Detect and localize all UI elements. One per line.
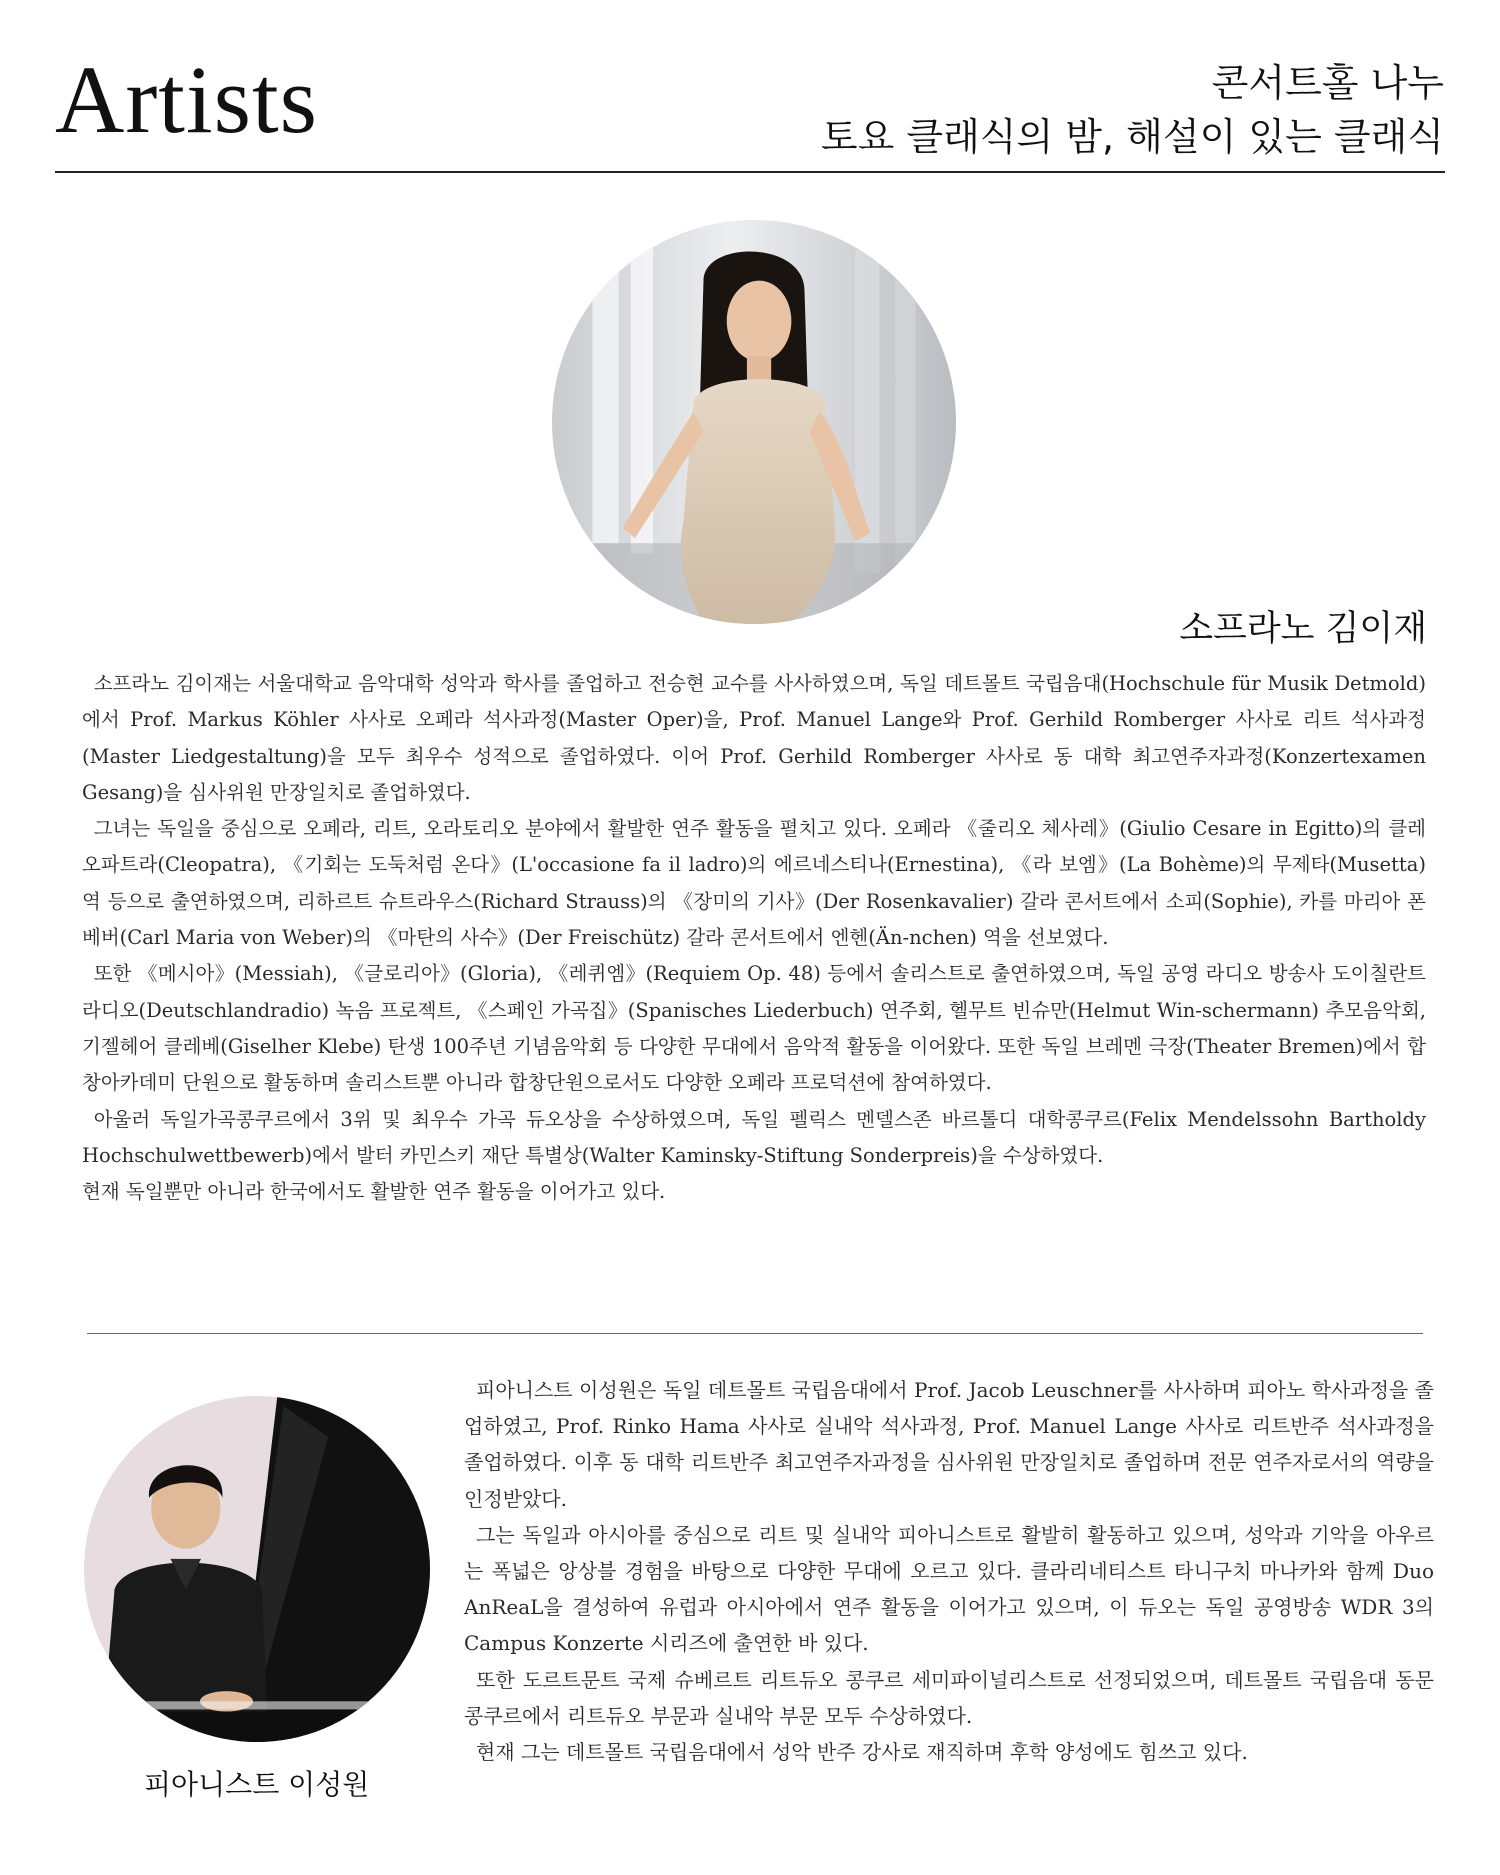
bio-paragraph: 그녀는 독일을 중심으로 오페라, 리트, 오라토리오 분야에서 활발한 연주 활동을 펼치고 있다. 오페라 《줄리오 체사레》(Giulio Cesare in Egitto)의 클레오파트라(Cleopatra), 《기회는 도둑처럼 온다》(L'occasione fa il ladro)의 에르네스티나(Ernestina), 《라 보엠》(La Bohème)의 무제타(Musetta) 역 등으로 출연하였으며, 리하르트 슈트라우스(Richard Strauss)의 《장미의 기사》(Der Rosenkavalier) 갈라 콘서트에서 소피(Sophie), 카를 마리아 폰 베버(Carl Maria von Weber)의 《마탄의 사수》(Der Freischütz) 갈라 콘서트에서 엔헨(Än-nchen) 역을 선보였다.	[82, 817, 1426, 950]
bio-paragraph: 또한 《메시아》(Messiah), 《글로리아》(Gloria), 《레퀴엠》(Requiem Op. 48) 등에서 솔리스트로 출연하였으며, 독일 공영 라디오 방송사 도이칠란트라디오(Deutschlandradio) 녹음 프로젝트, 《스페인 가곡집》(Spanisches Liederbuch) 연주회, 헬무트 빈슈만(Helmut Win-schermann) 추모음악회, 기젤헤어 클레베(Giselher Klebe) 탄생 100주년 기념음악회 등 다양한 무대에서 음악적 활동을 이어왔다. 또한 독일 브레멘 극장(Theater Bremen)에서 합창아카데미 단원으로 활동하며 솔리스트뿐 아니라 합창단원으로서도 다양한 오페라 프로덕션에 참여하였다.	[82, 962, 1426, 1095]
header-divider	[55, 171, 1445, 173]
bio-paragraph: 현재 독일뿐만 아니라 한국에서도 활발한 연주 활동을 이어가고 있다.	[82, 1180, 666, 1204]
venue-heading	[821, 56, 1444, 164]
bio-paragraph: 소프라노 김이재는 서울대학교 음악대학 성악과 학사를 졸업하고 전승현 교수를 사사하였으며, 독일 데트몰트 국립음대(Hochschule für Musik Detmold)에서 Prof. Markus Köhler 사사로 오페라 석사과정(Master Oper)을, Prof. Manuel Lange와 Prof. Gerhild Romberger 사사로 리트 석사과정(Master Liedgestaltung)을 모두 최우수 성적으로 졸업하였다. 이어 Prof. Gerhild Romberger 사사로 동 대학 최고연주자과정(Konzertexamen Gesang)을 심사위원 만장일치로 졸업하였다.	[82, 672, 1426, 804]
section-divider	[87, 1333, 1423, 1334]
pianist-name: 피아니스트 이성원	[144, 1768, 370, 1801]
bio-paragraph: 그는 독일과 아시아를 중심으로 리트 및 실내악 피아니스트로 활발히 활동하고 있으며, 성악과 기악을 아우르는 폭넓은 앙상블 경험을 바탕으로 다양한 무대에 오르고 있다. 클라리네티스트 타니구치 마나카와 함께 Duo AnReaL을 결성하여 유럽과 아시아에서 연주 활동을 이어가고 있으며, 이 듀오는 독일 공영방송 WDR 3의 Campus Konzerte 시리즈에 출연한 바 있다.	[464, 1522, 1434, 1656]
soprano-biography	[82, 666, 1426, 1210]
bio-paragraph: 현재 그는 데트몰트 국립음대에서 성악 반주 강사로 재직하며 후학 양성에도 힘쓰고 있다.	[476, 1740, 1248, 1765]
page-title: Artists	[55, 46, 319, 153]
soprano-name: 소프라노 김이재	[1179, 609, 1427, 649]
bio-paragraph: 피아니스트 이성원은 독일 데트몰트 국립음대에서 Prof. Jacob Leuschner를 사사하며 피아노 학사과정을 졸업하였고, Prof. Rinko Hama 사사로 실내악 석사과정, Prof. Manuel Lange 사사로 리트반주 석사과정을 졸업하였다. 이후 동 대학 리트반주 최고연주자과정을 심사위원 만장일치로 졸업하며 전문 연주자로서의 역량을 인정받았다.	[464, 1378, 1434, 1511]
soprano-portrait-photo	[552, 220, 956, 624]
bio-paragraph: 또한 도르트문트 국제 슈베르트 리트듀오 콩쿠르 세미파이널리스트로 선정되었으며, 데트몰트 국립음대 동문 콩쿠르에서 리트듀오 부문과 실내악 부문 모두 수상하였다.	[464, 1667, 1434, 1728]
program-title: 토요 클래식의 밤, 해설이 있는 클래식	[820, 115, 1444, 159]
pianist-biography	[464, 1372, 1434, 1770]
pianist-portrait-photo	[84, 1396, 430, 1742]
bio-paragraph: 아울러 독일가곡콩쿠르에서 3위 및 최우수 가곡 듀오상을 수상하였으며, 독일 펠릭스 멘델스존 바르톨디 대학콩쿠르(Felix Mendelssohn Bartholdy Hochschulwettbewerb)에서 발터 카민스키 재단 특별상(Walter Kaminsky-Stiftung Sonderpreis)을 수상하였다.	[82, 1107, 1426, 1167]
venue-name: 콘서트홀 나누	[1211, 61, 1444, 105]
